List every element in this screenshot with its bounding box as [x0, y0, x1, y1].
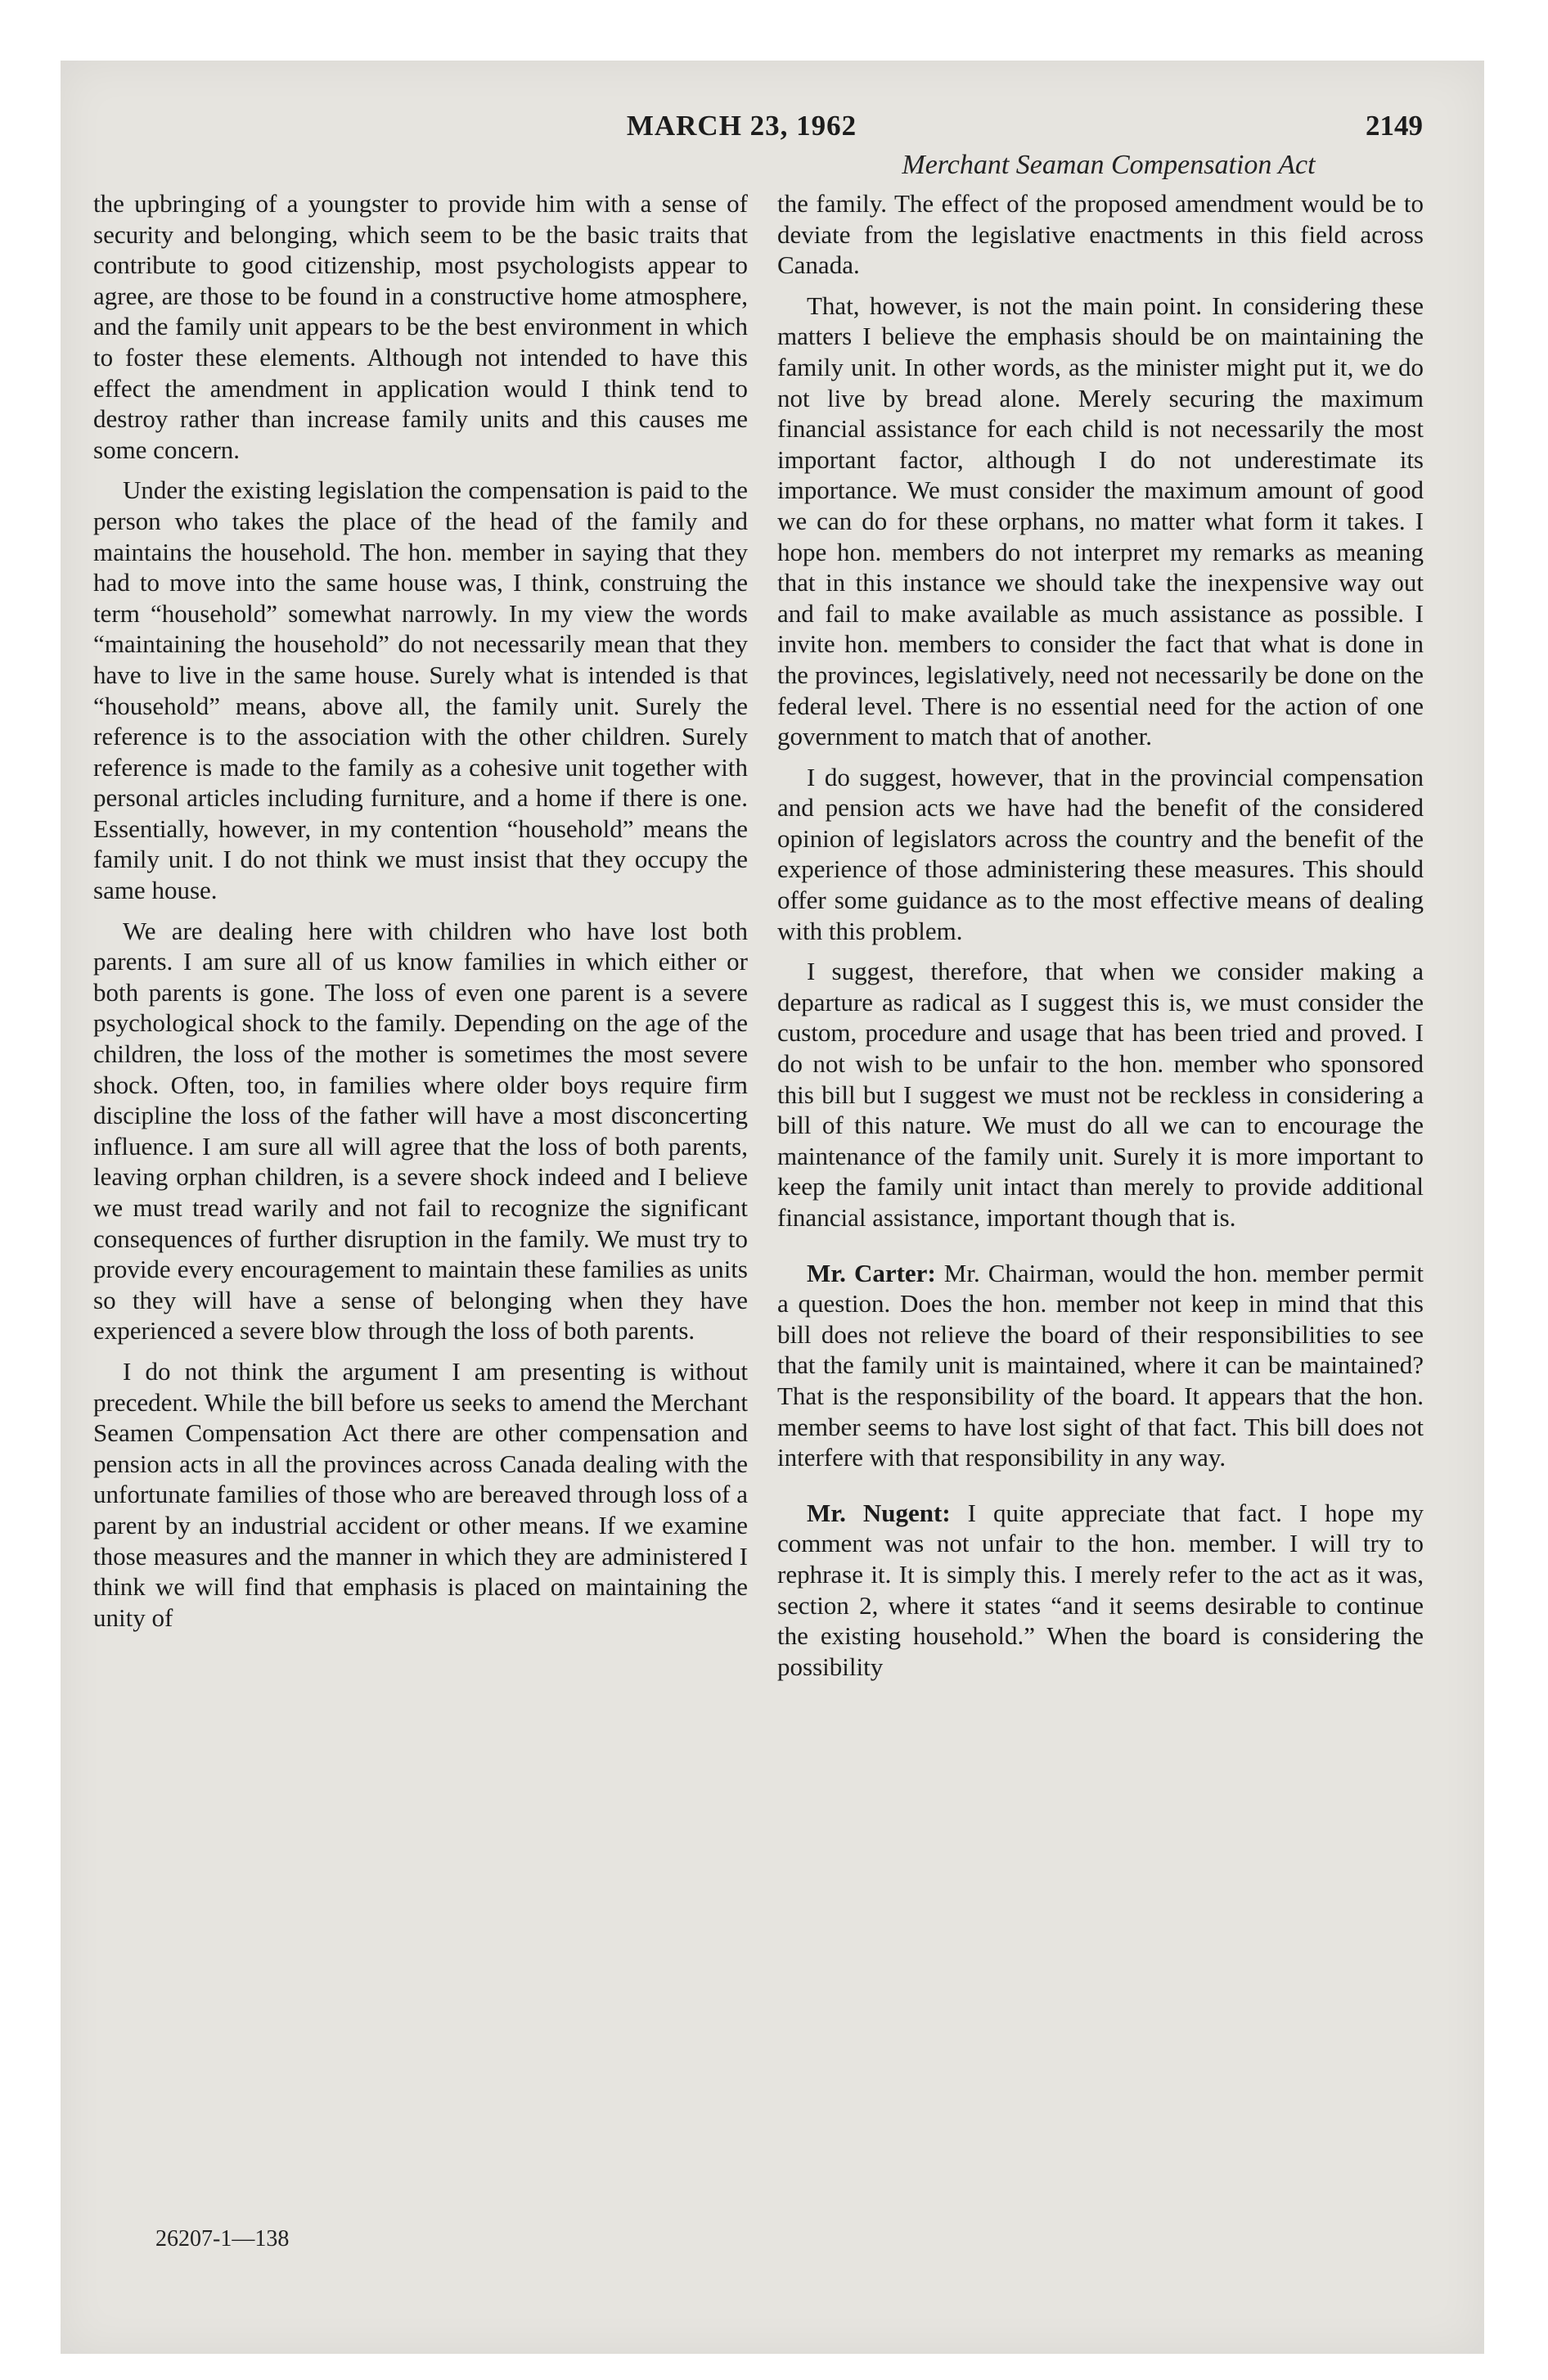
running-title: Merchant Seaman Compensation Act: [902, 150, 1316, 180]
paragraph: We are dealing here with children who have lost both parents. I am sure all of us know families in which either or both parents is gone. The loss of even one parent is a severe psychological shock to the family. Depending on the age of the children, the loss of the mother is sometimes the most severe shock. Often, too, in families where older boys require firm discipline the loss of the father will have a most disconcerting influence. I am sure all will agree that the loss of both parents, leaving orphan children, is a severe shock indeed and I believe we must tread warily and not fail to recognize the significant consequences of further disruption in the family. We must try to provide every encouragement to maintain these families as units so they will have a sense of belonging when they have experienced a severe blow through the loss of both parents.: [93, 916, 748, 1346]
paragraph: I suggest, therefore, that when we consider making a departure as radical as I suggest this is, we must consider the custom, procedure and usage that has been tried and proved. I do not wish to be unfair to the hon. member who sponsored this bill but I suggest we must not be reckless in considering a bill of this nature. We must do all we can to encourage the maintenance of the family unit. Surely it is more important to keep the family unit intact than merely to provide additional financial assistance, important though that is.: [777, 957, 1424, 1232]
page-number: 2149: [1366, 110, 1423, 142]
right-column: [777, 188, 1424, 1692]
speech-carter: [777, 1258, 1424, 1473]
page-header: [61, 110, 1423, 151]
speech-text: Mr. Chairman, would the hon. member permit a question. Does the hon. member not keep in mind that this bill does not relieve the board of their responsibilities to see that the family unit is maintained, where it can be maintained? That is the responsibility of the board. It appears that the hon. member seems to have lost sight of that fact. This bill does not interfere with that responsibility in any way.: [777, 1258, 1424, 1472]
speaker-name: Mr. Carter:: [807, 1258, 936, 1287]
paragraph: the upbringing of a youngster to provide him with a sense of security and belonging, which seem to be the basic traits that contribute to good citizenship, most psychologists appear to agree, are those to be found in a constructive home atmosphere, and the family unit appears to be the best environment in which to foster these elements. Although not intended to have this effect the amendment in application would I think tend to destroy rather than increase family units and this causes me some concern.: [93, 189, 748, 464]
paragraph: the family. The effect of the proposed amendment would be to deviate from the legislative enactments in this field across Canada.: [777, 189, 1424, 280]
paragraph: That, however, is not the main point. In considering these matters I believe the emphasis should be on maintaining the family unit. In other words, as the minister might put it, we do not live by bread alone. Merely securing the maximum financial assistance for each child is not necessarily the most important factor, although I do not underestimate its importance. We must consider the maximum amount of good we can do for these orphans, no matter what form it takes. I hope hon. members do not interpret my remarks as meaning that in this instance we should take the inexpensive way out and fail to make available as much assistance as possible. I invite hon. members to consider the fact that what is done in the provinces, legislatively, need not necessarily be done on the federal level. There is no essential need for the action of one government to match that of another.: [777, 291, 1424, 751]
left-column: [93, 188, 748, 1643]
speech-text: I quite appreciate that fact. I hope my comment was not unfair to the hon. member. I will try to rephrase it. It is simply this. I merely refer to the act as it was, section 2, where it states “and it seems desirable to continue the existing household.” When the board is considering the possibility: [777, 1498, 1424, 1681]
paragraph: Under the existing legislation the compensation is paid to the person who takes the place of the head of the family and maintains the household. The hon. member in saying that they had to move into the same house was, I think, construing the term “household” somewhat narrowly. In my view the words “maintaining the household” do not necessarily mean that they have to live in the same house. Surely what is intended is that “household” means, above all, the family unit. Surely the reference is to the association with the other children. Surely reference is made to the family as a cohesive unit together with personal articles including furniture, and a home if there is one. Essentially, however, in my contention “household” means the family unit. I do not think we must insist that they occupy the same house.: [93, 476, 748, 905]
paragraph: I do suggest, however, that in the provincial compensation and pension acts we have had the benefit of the considered opinion of legislators across the country and the benefit of the experience of those administering these measures. This should offer some guidance as to the most effective means of dealing with this problem.: [777, 762, 1424, 945]
speaker-name: Mr. Nugent:: [807, 1498, 951, 1527]
header-date: MARCH 23, 1962: [626, 110, 857, 142]
speech-nugent: [777, 1498, 1424, 1683]
paragraph: I do not think the argument I am presenting is without precedent. While the bill before us seeks to amend the Merchant Seamen Compensation Act there are other compensation and pension acts in all the provinces across Canada dealing with the unfortunate families of those who are bereaved through loss of a parent by an industrial accident or other means. If we examine those measures and the manner in which they are administered I think we will find that emphasis is placed on maintaining the unity of: [93, 1356, 748, 1632]
footer-print-code: 26207-1—138: [155, 2226, 290, 2252]
